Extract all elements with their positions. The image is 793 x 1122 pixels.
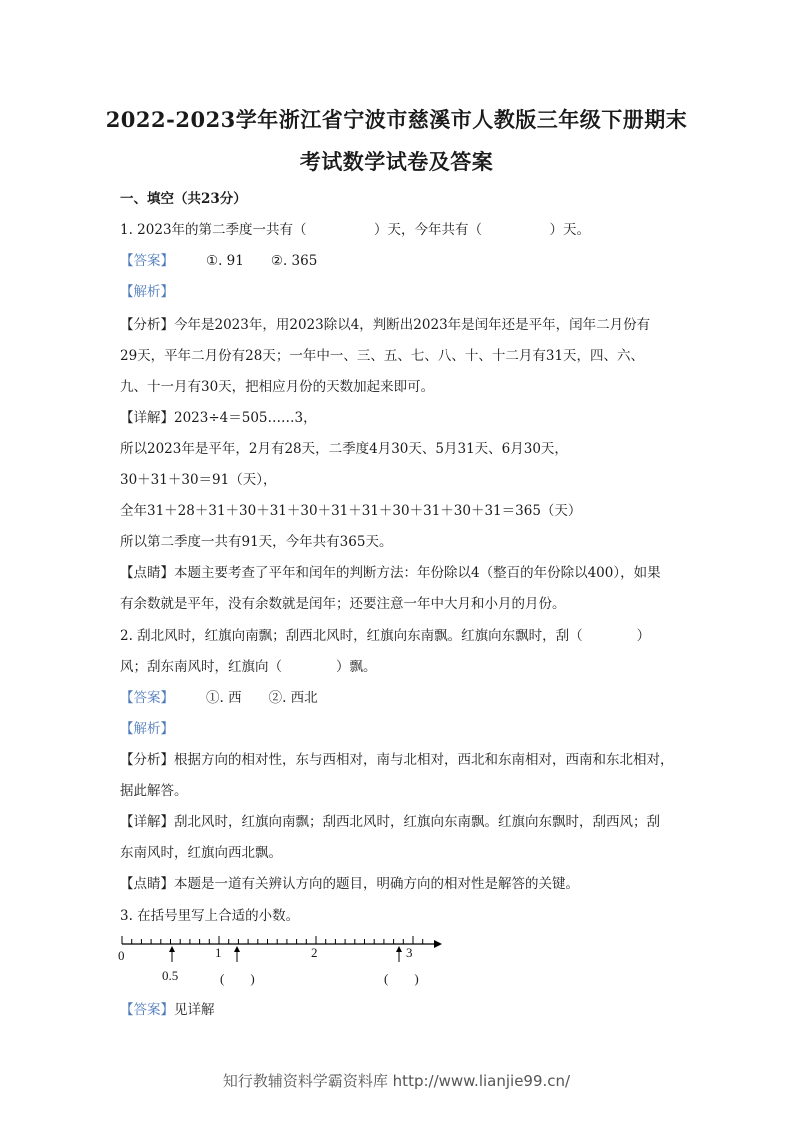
- arrowhead-0.5: [169, 946, 175, 952]
- q1-xiangjie-3: 30＋31＋30＝91（天），: [120, 472, 277, 488]
- number-line: [118, 930, 448, 962]
- q2-fenxi-2: 据此解答。: [120, 783, 188, 799]
- q1-dianjing-2: 有余数就是平年，没有余数就是闰年；还要注意一年中大月和小月的月份。: [120, 596, 566, 612]
- blank-1: ( ): [220, 971, 255, 986]
- answer-tag: 【答案】: [120, 253, 174, 269]
- q1-xiangjie-1: 【详解】2023÷4＝505……3，: [120, 410, 317, 426]
- blank-2: ( ): [384, 971, 419, 986]
- q1-xiangjie-5: 所以第二季度一共有91天，今年共有365天。: [120, 534, 393, 550]
- label-0: 0: [118, 948, 125, 963]
- q3-answer-text: 见详解: [174, 1002, 215, 1018]
- q2-xiangjie-2: 东南风时，红旗向西北飘。: [120, 845, 282, 861]
- answer-tag: 【答案】: [120, 690, 174, 706]
- q2-dianjing: 【点睛】本题是一道有关辨认方向的题目，明确方向的相对性是解答的关键。: [120, 876, 579, 892]
- label-3: 3: [406, 945, 413, 960]
- q1-analysis-tag: 【解析】: [120, 284, 174, 300]
- q1-xiangjie-2: 所以2023年是平年，2月有28天，二季度4月30天、5月31天、6月30天，: [120, 441, 568, 457]
- q2-question-2: 风；刮东南风时，红旗向（ ）飘。: [120, 659, 377, 675]
- q1-dianjing-1: 【点睛】本题主要考查了平年和闰年的判断方法：年份除以4（整百的年份除以400），如果: [120, 565, 661, 581]
- footer-watermark: 知行教辅资料学霸资料库 http://www.lianjie99.cn/: [222, 1072, 571, 1090]
- q2-analysis-tag: 【解析】: [120, 721, 174, 737]
- number-line-figure: [118, 930, 448, 990]
- q2-question-1: 2. 刮北风时，红旗向南飘；刮西北风时，红旗向东南飘。红旗向东飘时，刮（ ）: [120, 628, 651, 644]
- q1-xiangjie-4: 全年31＋28＋31＋30＋31＋30＋31＋31＋30＋31＋30＋31＝365（天）: [120, 503, 582, 519]
- q3-question: 3. 在括号里写上合适的小数。: [120, 908, 300, 924]
- section-heading: 一、填空（共23分）: [120, 191, 247, 207]
- q3-answer: [120, 998, 215, 1018]
- arrowhead-blank2: [396, 946, 402, 952]
- arrowhead-blank1: [234, 946, 240, 952]
- label-2: 2: [311, 945, 318, 960]
- q1-fenxi-1: 【分析】今年是2023年，用2023除以4，判断出2023年是闰年还是平年，闰年二月份有: [120, 317, 651, 333]
- title-line-2: 考试数学试卷及答案: [299, 149, 494, 174]
- q1-answer: [120, 249, 317, 269]
- q2-answer: [120, 686, 318, 706]
- q1-fenxi-2: 29天，平年二月份有28天；一年中一、三、五、七、八、十、十二月有31天，四、六、: [120, 348, 645, 364]
- q2-xiangjie-1: 【详解】刮北风时，红旗向南飘；刮西北风时，红旗向东南飘。红旗向东飘时，刮西风；刮: [120, 814, 660, 830]
- title-line-1: 2022-2023学年浙江省宁波市慈溪市人教版三年级下册期末: [105, 107, 688, 132]
- number-line-arrowhead: [434, 940, 442, 948]
- q2-answer-text: ①. 西 ②. 西北: [206, 690, 318, 706]
- label-0.5: 0.5: [162, 968, 179, 983]
- q1-question: 1. 2023年的第二季度一共有（ ）天，今年共有（ ）天。: [120, 222, 591, 238]
- label-1: 1: [215, 945, 222, 960]
- answer-tag: 【答案】: [120, 1002, 174, 1018]
- q1-fenxi-3: 九、十一月有30天，把相应月份的天数加起来即可。: [120, 379, 435, 395]
- q2-fenxi-1: 【分析】根据方向的相对性，东与西相对，南与北相对，西北和东南相对，西南和东北相对，: [120, 752, 674, 768]
- q1-answer-text: ①. 91 ②. 365: [206, 253, 318, 269]
